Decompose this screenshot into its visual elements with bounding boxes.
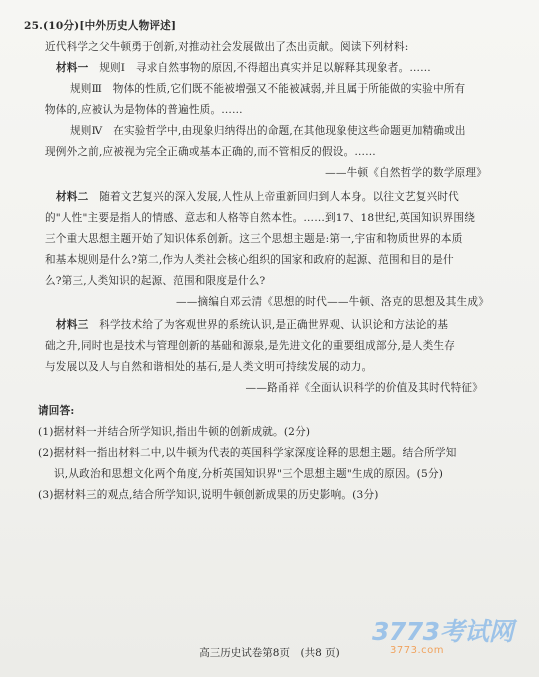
task-3: (3)据材料三的观点,结合所学知识,说明牛顿创新成果的历史影响。(3分)	[38, 489, 379, 501]
material3-source: ——路甬祥《全面认识科学的价值及其时代特征》	[245, 382, 483, 394]
task-2-line1: (2)据材料一指出材料二中,以牛顿为代表的英国科学家深度诠释的思想主题。结合所学知	[38, 447, 457, 459]
material2-text-3: 三个重大思想主题开始了知识体系创新。这三个思想主题是:第一,宇宙和物质世界的本质	[45, 233, 463, 245]
material1-rule3-a: 规则Ⅲ 物体的性质,它们既不能被增强又不能被减弱,并且属于所能做的实验中所有	[70, 83, 466, 95]
question-intro: 近代科学之父牛顿勇于创新,对推动社会发展做出了杰出贡献。阅读下列材料:	[45, 41, 409, 53]
material2-text-5: 么?第三,人类知识的起源、范围和限度是什么?	[45, 275, 266, 287]
material2-line1	[56, 190, 459, 204]
watermark-url: 3773.com	[390, 645, 444, 656]
material1-rule3-b: 物体的,应被认为是物体的普遍性质。……	[45, 104, 243, 116]
material1-source: ——牛顿《自然哲学的数学原理》	[325, 167, 487, 179]
material1-label: 材料一	[56, 62, 89, 74]
material2-text-1: 随着文艺复兴的深入发展,人性从上帝重新回归到人本身。以往文艺复兴时代	[99, 191, 459, 203]
material1-rule1-line	[56, 61, 431, 75]
material3-line1	[56, 318, 448, 332]
question-number: 25.(10分)	[24, 20, 80, 32]
material3-text-1: 科学技术给了为客观世界的系统认识,是正确世界观、认识论和方法论的基	[99, 319, 449, 331]
material2-source: ——摘编自邓云清《思想的时代——牛顿、洛克的思想及其生成》	[175, 296, 489, 308]
material3-text-3: 与发展以及人与自然和谐相处的基石,是人类文明可持续发展的动力。	[45, 361, 373, 373]
task-1: (1)据材料一并结合所学知识,指出牛顿的创新成就。(2分)	[38, 426, 311, 438]
material3-label: 材料三	[56, 319, 89, 331]
material2-text-2: 的"人性"主要是指人的情感、意志和人格等自然本性。……到17、18世纪,英国知识界围绕	[45, 212, 476, 224]
question-header	[24, 19, 176, 33]
material2-label: 材料二	[56, 191, 89, 203]
material1-rule4-a: 规则Ⅳ 在实验哲学中,由现象归纳得出的命题,在其他现象使这些命题更加精确或出	[70, 125, 466, 137]
material1-rule1: 规则Ⅰ 寻求自然事物的原因,不得超出真实并足以解释其现象者。……	[99, 62, 431, 74]
answer-prompt: 请回答:	[38, 405, 75, 417]
material1-rule4-b: 现例外之前,应被视为完全正确或基本正确的,而不管相反的假设。……	[45, 146, 376, 158]
material2-text-4: 和基本规则是什么?第二,作为人类社会核心组织的国家和政府的起源、范围和目的是什	[45, 254, 454, 266]
question-topic: [中外历史人物评述]	[79, 20, 177, 32]
material3-text-2: 础之升,同时也是技术与管理创新的基础和源泉,是先进文化的重要组成部分,是人类生存	[45, 340, 456, 352]
watermark-brand: 3773考试网	[372, 617, 514, 646]
task-2-line2: 识,从政治和思想文化两个角度,分析英国知识界"三个思想主题"生成的原因。(5分)	[54, 468, 444, 480]
page-footer: 高三历史试卷第8页 (共8 页)	[199, 647, 340, 659]
